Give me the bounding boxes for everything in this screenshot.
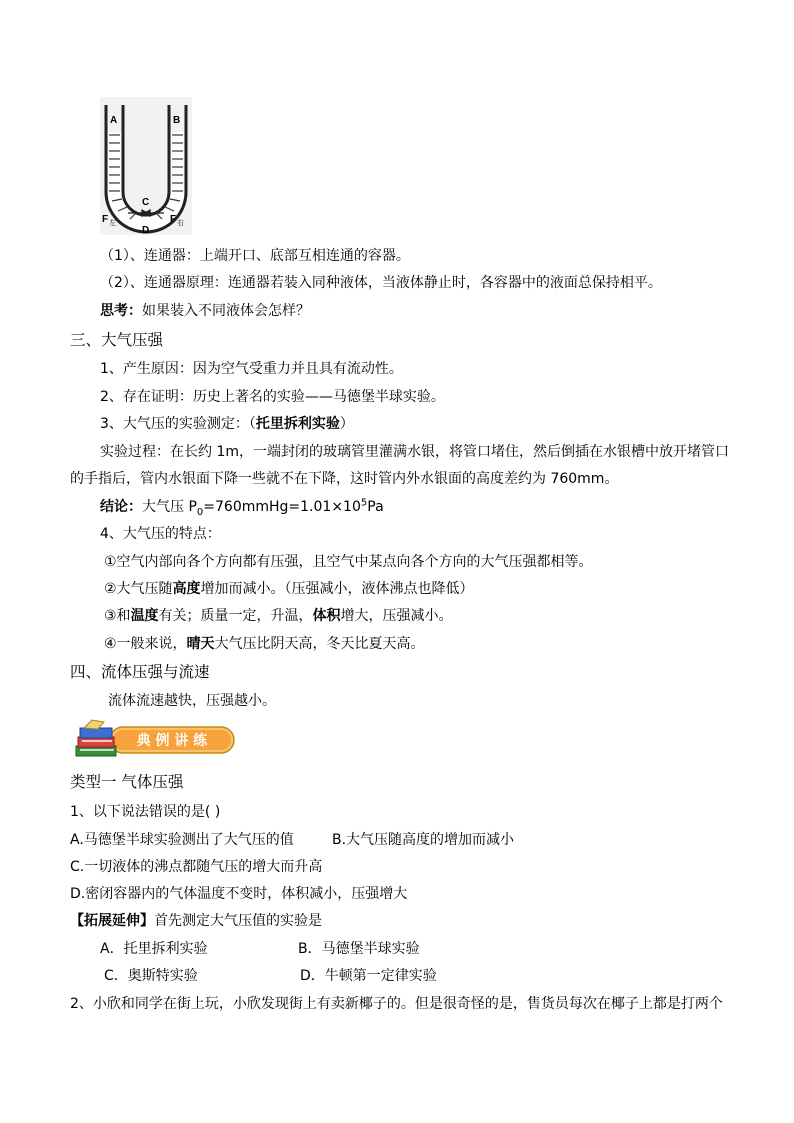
label-f-right: F bbox=[170, 214, 177, 225]
ext-option-b: B．马德堡半球实验 bbox=[298, 941, 420, 957]
measurement-prefix: 3、大气压的实验测定：（ bbox=[100, 416, 256, 432]
feature-3-post: 增大，压强减小。 bbox=[340, 608, 453, 624]
feature-3-mid: 有关；质量一定，升温， bbox=[158, 608, 313, 624]
label-b: B bbox=[173, 115, 181, 126]
proof-line: 2、存在证明：历史上著名的实验——马德堡半球实验。 bbox=[100, 389, 445, 405]
torricelli-experiment: 托里拆利实验 bbox=[255, 416, 340, 432]
experiment-process-line-1: 实验过程：在长约 1m，一端封闭的玻璃管里灌满水银，将管口堵住，然后倒插在水银槽中放开堵管口 bbox=[100, 444, 729, 460]
ext-option-c: C．奥斯特实验 bbox=[104, 968, 198, 984]
label-a: A bbox=[110, 115, 118, 126]
cause-line: 1、产生原因：因为空气受重力并且具有流动性。 bbox=[100, 361, 403, 377]
conclusion-unit: Pa bbox=[367, 499, 384, 515]
conclusion-pre: 大气压 P bbox=[142, 499, 197, 515]
experiment-process-line-2: 的手指后，管内水银面下降一些就不在下降，这时管内外水银面的高度差约为 760mm。 bbox=[70, 471, 619, 487]
banner-text: 典 例 讲 练 bbox=[136, 733, 208, 749]
conclusion-line bbox=[100, 497, 384, 517]
heading-fluid-pressure: 四、流体压强与流速 bbox=[70, 663, 210, 681]
feature-3-bold-1: 温度 bbox=[130, 608, 159, 624]
measurement-suffix: ） bbox=[339, 416, 354, 432]
feature-4-post: 大气压比阴天高，冬天比夏天高。 bbox=[214, 636, 425, 652]
feature-4 bbox=[104, 634, 425, 654]
characteristics-heading: 4、大气压的特点： bbox=[100, 526, 221, 542]
feature-2-bold: 高度 bbox=[172, 581, 201, 597]
feature-3-bold-2: 体积 bbox=[312, 608, 341, 624]
feature-2-post: 增加而减小。（压强减小，液体沸点也降低） bbox=[200, 581, 474, 597]
extension-label: 【拓展延伸】 bbox=[70, 913, 154, 929]
q1-option-d: D.密闭容器内的气体温度不变时，体积减小，压强增大 bbox=[70, 886, 408, 902]
conclusion-mid: =760mmHg=1.01×10 bbox=[203, 499, 361, 515]
feature-4-pre: ④一般来说， bbox=[104, 636, 187, 652]
extension-question bbox=[70, 911, 322, 931]
extension-text: 首先测定大气压值的实验是 bbox=[154, 913, 322, 929]
label-d: D bbox=[142, 225, 150, 235]
connector-definition: （1）、连通器：上端开口、底部互相连通的容器。 bbox=[100, 248, 410, 264]
fluid-pressure-statement: 流体流速越快，压强越小。 bbox=[108, 693, 276, 709]
books-icon bbox=[76, 720, 116, 756]
feature-2 bbox=[104, 579, 474, 599]
label-c: C bbox=[142, 197, 150, 208]
feature-2-pre: ②大气压随 bbox=[104, 581, 173, 597]
label-f-left: F bbox=[102, 214, 109, 225]
q1-option-b: B.大气压随高度的增加而减小 bbox=[332, 832, 515, 848]
measurement-line bbox=[100, 414, 354, 434]
conclusion-sup: 5 bbox=[360, 497, 368, 509]
connector-principle: （2）、连通器原理：连通器若装入同种液体，当液体静止时，各容器中的液面总保持相平。 bbox=[100, 275, 662, 291]
heading-atmospheric-pressure: 三、大气压强 bbox=[70, 331, 164, 349]
conclusion-sub: 0 bbox=[196, 506, 204, 518]
feature-3-pre: ③和 bbox=[104, 608, 131, 624]
ext-option-d: D．牛顿第一定律实验 bbox=[300, 968, 437, 984]
think-question bbox=[100, 301, 310, 321]
conclusion-label: 结论： bbox=[100, 499, 142, 515]
q1-option-a: A.马德堡半球实验测出了大气压的值 bbox=[70, 832, 294, 848]
example-practice-banner bbox=[70, 718, 238, 762]
think-text: 如果装入不同液体会怎样？ bbox=[142, 303, 310, 319]
feature-3 bbox=[104, 606, 453, 626]
think-label: 思考： bbox=[100, 303, 142, 319]
label-f-right-sub: 右 bbox=[177, 219, 184, 227]
ext-option-a: A．托里拆利实验 bbox=[100, 941, 208, 957]
feature-4-bold: 晴天 bbox=[186, 636, 215, 652]
feature-1: ①空气内部向各个方向都有压强，且空气中某点向各个方向的大气压强都相等。 bbox=[104, 554, 593, 570]
question-2: 2、小欣和同学在街上玩，小欣发现街上有卖新椰子的。但是很奇怪的是，售货员每次在椰子上都是打两个 bbox=[70, 996, 723, 1012]
label-f-left-sub: 左 bbox=[109, 219, 116, 227]
question-1: 1、以下说法错误的是( ) bbox=[70, 804, 221, 820]
u-tube-connector-figure bbox=[100, 97, 192, 235]
q1-option-c: C.一切液体的沸点都随气压的增大而升高 bbox=[70, 859, 323, 875]
type-1-heading: 类型一 气体压强 bbox=[70, 773, 184, 791]
